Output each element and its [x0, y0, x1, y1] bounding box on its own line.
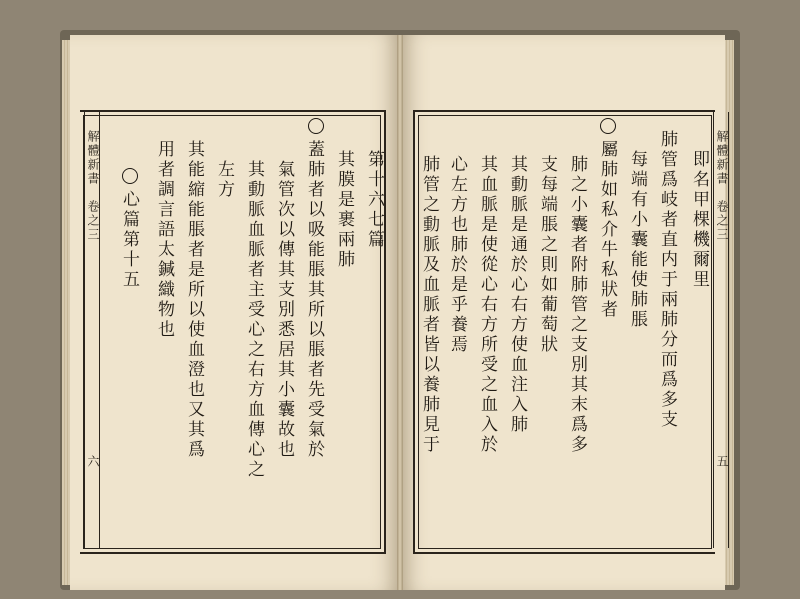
left-col-5: 其動脈血脈者主受心之右方血傳心之: [244, 160, 264, 480]
right-col-5: 肺之小囊者附肺管之支別其末爲多: [567, 155, 587, 455]
right-margin-volume: 卷之三: [715, 200, 729, 242]
left-col-9: 心篇第十五: [119, 190, 139, 290]
section-circle-marker: [122, 168, 138, 184]
left-col-7: 其能縮能脹者是所以使血澄也又其爲: [184, 140, 204, 460]
right-col-4: 屬肺如私介牛私狀者: [597, 140, 617, 320]
right-margin-folio: 五: [715, 455, 729, 469]
left-col-4: 氣管次以傳其支別悉居其小囊故也: [274, 160, 294, 460]
right-col-1: 即名甲棵機爾里: [689, 150, 709, 290]
right-col-2: 肺管爲岐者直内于兩肺分而爲多支: [657, 130, 677, 430]
right-col-9: 心左方也肺於是乎養焉: [447, 155, 467, 355]
left-col-6: 左方: [214, 160, 234, 200]
left-col-2: 其膜是裹兩肺: [334, 150, 354, 270]
right-col-8: 其血脈是使從心右方所受之血入於: [477, 155, 497, 455]
book-gutter: [397, 35, 403, 590]
right-col-6: 支每端脹之則如葡萄狀: [537, 155, 557, 355]
right-col-3: 每端有小囊能使肺脹: [627, 150, 647, 330]
left-margin-folio: 六: [86, 455, 100, 469]
section-circle-marker: [308, 118, 324, 134]
section-circle-marker: [600, 118, 616, 134]
left-col-3: 蓋肺者以吸能脹其所以脹者先受氣於: [304, 140, 324, 460]
right-col-7: 其動脈是通於心右方使血注入肺: [507, 155, 527, 435]
left-col-8: 用者調言語太鍼織物也: [154, 140, 174, 340]
left-col-1: 第十六七篇: [364, 150, 384, 250]
right-col-10: 肺管之動脈及血脈者皆以養肺見于: [419, 155, 439, 455]
left-margin-volume: 卷之三: [86, 200, 100, 242]
right-margin-title: 解體新書: [715, 130, 729, 186]
left-margin-title: 解體新書: [86, 130, 100, 186]
